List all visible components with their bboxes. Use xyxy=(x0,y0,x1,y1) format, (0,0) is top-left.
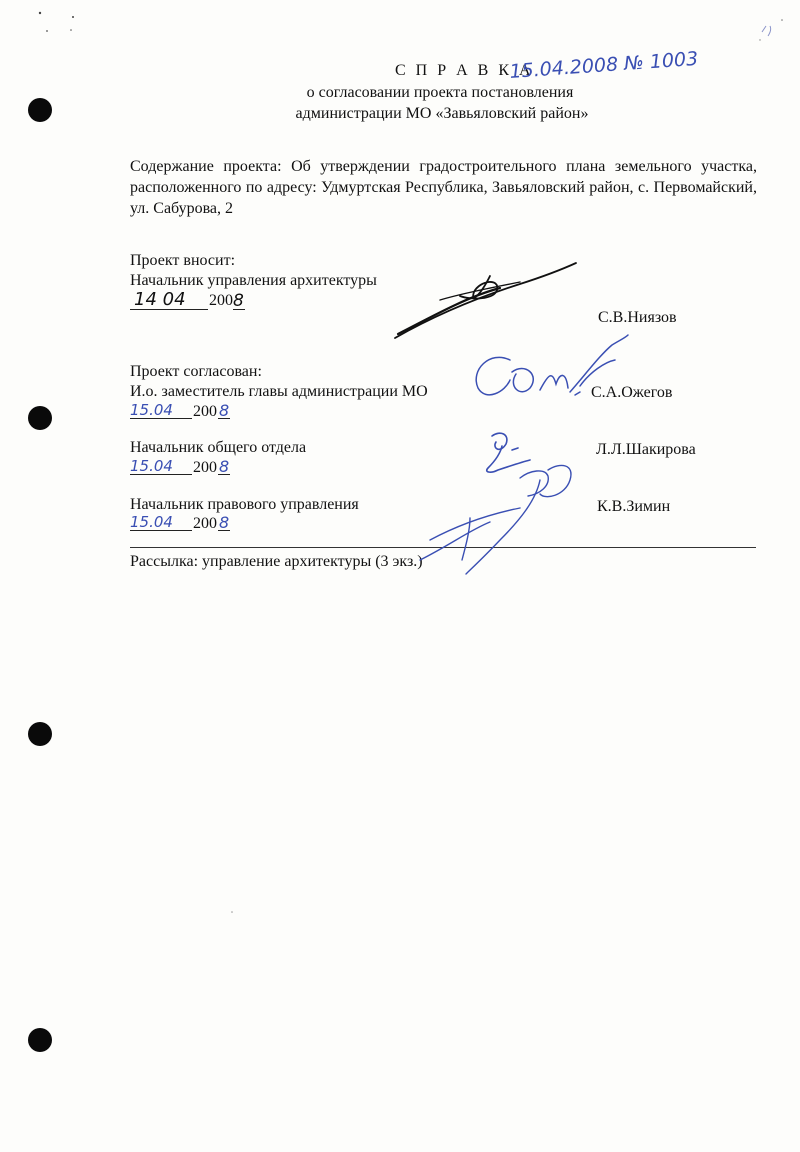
punch-hole xyxy=(28,722,52,746)
year-blank-line xyxy=(218,418,230,419)
handwritten-year-digit-approval-1: 8 xyxy=(219,401,230,420)
date-blank-line xyxy=(130,309,208,310)
handwritten-date-approval-1: 15.04 xyxy=(130,401,173,419)
approval-name-2: Л.Л.Шакирова xyxy=(596,441,696,458)
handwritten-date-submitter: 14 04 xyxy=(134,289,186,310)
year-blank-line xyxy=(218,530,230,531)
handwritten-year-digit-approval-3: 8 xyxy=(219,513,230,532)
handwritten-year-digit-approval-2: 8 xyxy=(219,457,230,476)
year-blank-line xyxy=(233,309,245,310)
document-subtitle-line2: администрации МО «Завьяловский район» xyxy=(295,105,589,122)
submitter-date-suffix: 200 xyxy=(209,292,233,309)
approval-name-3: К.В.Зимин xyxy=(597,498,671,515)
date-blank-line xyxy=(130,530,192,531)
project-content: Содержание проекта: Об утверждении градостроительного плана земельного участка, расположенного по адресу: Удмуртская Республика, Завьяловский район, с. Первомайский, ул. Сабурова, 2 xyxy=(130,158,757,217)
approval-date-suffix-3: 200 xyxy=(193,515,217,532)
approval-date-suffix-1: 200 xyxy=(193,403,217,420)
document-title: С П Р А В К А xyxy=(395,62,534,79)
handwritten-registration: 15.04.2008 № 1003 xyxy=(508,47,699,83)
distribution-separator xyxy=(130,547,756,548)
signature-zimin xyxy=(420,465,571,574)
approval-position-3: Начальник правового управления xyxy=(130,496,359,513)
handwritten-year-digit-submitter: 8 xyxy=(233,291,244,311)
handwritten-date-approval-3: 15.04 xyxy=(130,513,173,531)
submitter-label: Проект вносит: xyxy=(130,252,236,269)
approval-position-1: И.о. заместитель главы администрации МО xyxy=(130,383,428,400)
signature-shakirova xyxy=(487,433,530,472)
year-blank-line xyxy=(218,474,230,475)
approval-name-1: С.А.Ожегов xyxy=(591,384,673,401)
distribution-text: Рассылка: управление архитектуры (3 экз.) xyxy=(130,553,423,570)
punch-hole xyxy=(28,1028,52,1052)
punch-hole xyxy=(28,406,52,430)
document-subtitle-line1: о согласовании проекта постановления xyxy=(306,84,574,101)
handwritten-date-approval-2: 15.04 xyxy=(130,457,173,475)
approvals-label: Проект согласован: xyxy=(130,363,262,380)
approval-position-2: Начальник общего отдела xyxy=(130,439,307,456)
submitter-name: С.В.Ниязов xyxy=(598,309,677,326)
date-blank-line xyxy=(130,418,192,419)
submitter-position: Начальник управления архитектуры xyxy=(130,272,377,289)
date-blank-line xyxy=(130,474,192,475)
approval-date-suffix-2: 200 xyxy=(193,459,217,476)
signature-niyazov xyxy=(395,263,576,338)
